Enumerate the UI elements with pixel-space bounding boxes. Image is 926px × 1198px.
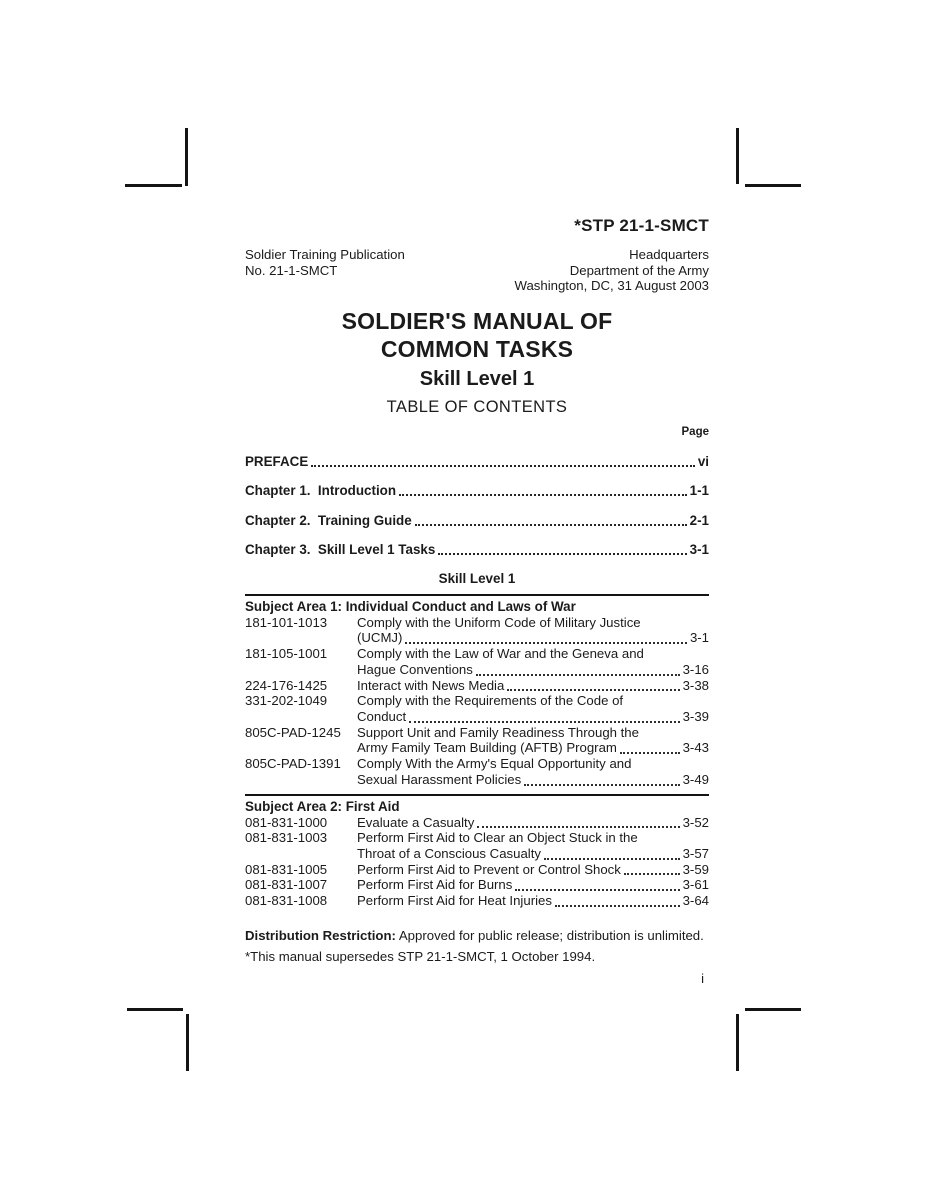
toc-heading: TABLE OF CONTENTS [386, 397, 568, 416]
task-page: 3-59 [682, 861, 709, 877]
toc-entry [245, 512, 709, 529]
distribution-restriction-text: Approved for public release; distribution is unlimited. [398, 927, 704, 943]
task-description [357, 678, 709, 694]
task-number: 181-105-1001 [245, 646, 328, 662]
publication-number: No. 21-1-SMCT [245, 262, 338, 278]
task-description [357, 893, 709, 909]
dot-leader [507, 689, 679, 691]
task-description-text: Perform First Aid for Burns [357, 877, 513, 893]
task-description-text: Sexual Harassment Policies [357, 771, 522, 787]
task-number: 081-831-1005 [245, 861, 328, 877]
task-description-line: Support Unit and Family Readiness Through the [357, 724, 639, 740]
dot-leader [544, 858, 680, 860]
task-description-line [357, 862, 709, 878]
crop-mark-bottom-right-vertical [736, 1014, 739, 1071]
supersession-note: *This manual supersedes STP 21-1-SMCT, 1 October 1994. [245, 948, 596, 964]
subject-area [245, 794, 709, 909]
task-description-line [357, 740, 709, 756]
task-description [357, 693, 709, 724]
task-description [357, 815, 709, 831]
task-description [357, 646, 709, 677]
task-page: 3-57 [682, 845, 709, 861]
task-description-line [357, 877, 709, 893]
task-description-text: (UCMJ) [357, 630, 403, 646]
skill-level-heading: Skill Level 1 [438, 570, 516, 586]
toc-entry-label: Chapter 2. Training Guide [245, 512, 412, 528]
subject-area-title: Subject Area 1: Individual Conduct and Laws of War [245, 598, 576, 614]
toc-entry-page: vi [697, 453, 709, 469]
dot-leader [624, 873, 680, 875]
task-page: 3-38 [682, 677, 709, 693]
task-description-line [357, 815, 709, 831]
toc-entry [245, 541, 709, 558]
publication-left-block [245, 247, 405, 294]
task-page: 3-43 [682, 740, 709, 756]
toc-entry-label: Chapter 3. Skill Level 1 Tasks [245, 542, 436, 558]
task-row [245, 893, 709, 909]
distribution-restriction [245, 928, 709, 944]
crop-mark-top-left-vertical [185, 128, 188, 186]
toc-entry-page: 2-1 [689, 512, 709, 528]
task-number: 081-831-1000 [245, 814, 328, 830]
task-row [245, 862, 709, 878]
page-content [245, 216, 709, 986]
task-description-text: Interact with News Media [357, 677, 505, 693]
toc-entry [245, 482, 709, 499]
dot-leader [515, 889, 679, 891]
task-description [357, 756, 709, 787]
toc-entry-label: PREFACE [245, 453, 309, 469]
task-description-text: Evaluate a Casualty [357, 814, 475, 830]
dot-leader [524, 784, 679, 786]
task-description-line: Comply with the Uniform Code of Military Justice [357, 614, 641, 630]
task-row [245, 693, 709, 724]
task-row [245, 725, 709, 756]
task-number: 331-202-1049 [245, 693, 328, 709]
publication-type: Soldier Training Publication [245, 247, 405, 262]
publication-right-block [514, 247, 709, 294]
task-description [357, 725, 709, 756]
task-description-line: Comply with the Requirements of the Code of [357, 693, 624, 709]
task-number: 224-176-1425 [245, 677, 328, 693]
dot-leader [409, 721, 679, 723]
task-number: 081-831-1008 [245, 893, 328, 909]
task-description-text: Throat of a Conscious Casualty [357, 845, 541, 861]
toc-entry-page: 1-1 [689, 483, 709, 499]
task-row [245, 646, 709, 677]
task-page: 3-49 [682, 771, 709, 787]
task-row [245, 615, 709, 646]
task-number: 805C-PAD-1245 [245, 724, 341, 740]
task-description-line: Perform First Aid to Clear an Object Stuck in the [357, 830, 638, 846]
task-row [245, 678, 709, 694]
crop-mark-top-right-horizontal [745, 184, 801, 187]
task-description-line: Comply with the Law of War and the Geneva and [357, 646, 644, 662]
task-description-text: Army Family Team Building (AFTB) Program [357, 740, 617, 756]
dot-leader [415, 524, 687, 526]
toc-entry [245, 453, 709, 470]
title-block [245, 307, 709, 417]
page-folio: i [701, 971, 704, 987]
document-number: *STP 21-1-SMCT [574, 216, 709, 235]
task-page: 3-64 [682, 893, 709, 909]
publication-date: Washington, DC, 31 August 2003 [514, 278, 709, 294]
subject-areas [245, 594, 709, 909]
task-page: 3-1 [689, 630, 709, 646]
page-subtitle: Skill Level 1 [419, 367, 535, 390]
task-page: 3-61 [682, 877, 709, 893]
distribution-restriction-label: Distribution Restriction: [245, 927, 396, 943]
crop-mark-top-right-vertical [736, 128, 739, 184]
task-row [245, 877, 709, 893]
task-description-text: Perform First Aid for Heat Injuries [357, 893, 552, 909]
subject-area-title: Subject Area 2: First Aid [245, 798, 400, 814]
crop-mark-bottom-right-horizontal [745, 1008, 801, 1011]
page-title-line-1: SOLDIER'S MANUAL OF [341, 307, 613, 334]
task-description-text: Conduct [357, 709, 407, 724]
crop-mark-top-left-horizontal [125, 184, 182, 187]
page-column-label: Page [681, 425, 709, 438]
task-description-line [357, 709, 709, 725]
task-row [245, 830, 709, 861]
task-description [357, 615, 709, 646]
subject-area [245, 594, 709, 788]
front-matter-entries [245, 453, 709, 559]
task-description [357, 862, 709, 878]
task-page: 3-16 [682, 661, 709, 677]
crop-mark-bottom-left-horizontal [127, 1008, 183, 1011]
task-description [357, 877, 709, 893]
task-row [245, 815, 709, 831]
task-description [357, 830, 709, 861]
page-title-line-2: COMMON TASKS [380, 335, 574, 362]
task-description-line [357, 772, 709, 788]
task-description-line [357, 678, 709, 694]
issuing-department: Department of the Army [569, 262, 709, 278]
task-description-text: Hague Conventions [357, 661, 473, 677]
task-number: 181-101-1013 [245, 614, 328, 630]
toc-entry-label: Chapter 1. Introduction [245, 483, 397, 499]
issuing-authority: Headquarters [629, 247, 709, 262]
dot-leader [311, 465, 695, 467]
task-description-line [357, 630, 709, 646]
dot-leader [438, 553, 686, 555]
dot-leader [620, 752, 680, 754]
task-row [245, 756, 709, 787]
dot-leader [399, 494, 687, 496]
task-number: 081-831-1003 [245, 830, 328, 846]
dot-leader [555, 905, 680, 907]
task-description-line [357, 893, 709, 909]
task-description-line [357, 846, 709, 862]
crop-mark-bottom-left-vertical [186, 1014, 189, 1071]
task-description-line [357, 662, 709, 678]
task-number: 081-831-1007 [245, 877, 328, 893]
dot-leader [476, 674, 680, 676]
dot-leader [405, 642, 687, 644]
publication-header [245, 247, 709, 294]
dot-leader [477, 826, 679, 828]
task-page: 3-52 [682, 814, 709, 830]
task-number: 805C-PAD-1391 [245, 756, 341, 772]
task-description-text: Perform First Aid to Prevent or Control Shock [357, 861, 621, 877]
toc-entry-page: 3-1 [689, 542, 709, 558]
task-page: 3-39 [682, 709, 709, 724]
task-description-line: Comply With the Army's Equal Opportunity and [357, 756, 632, 772]
